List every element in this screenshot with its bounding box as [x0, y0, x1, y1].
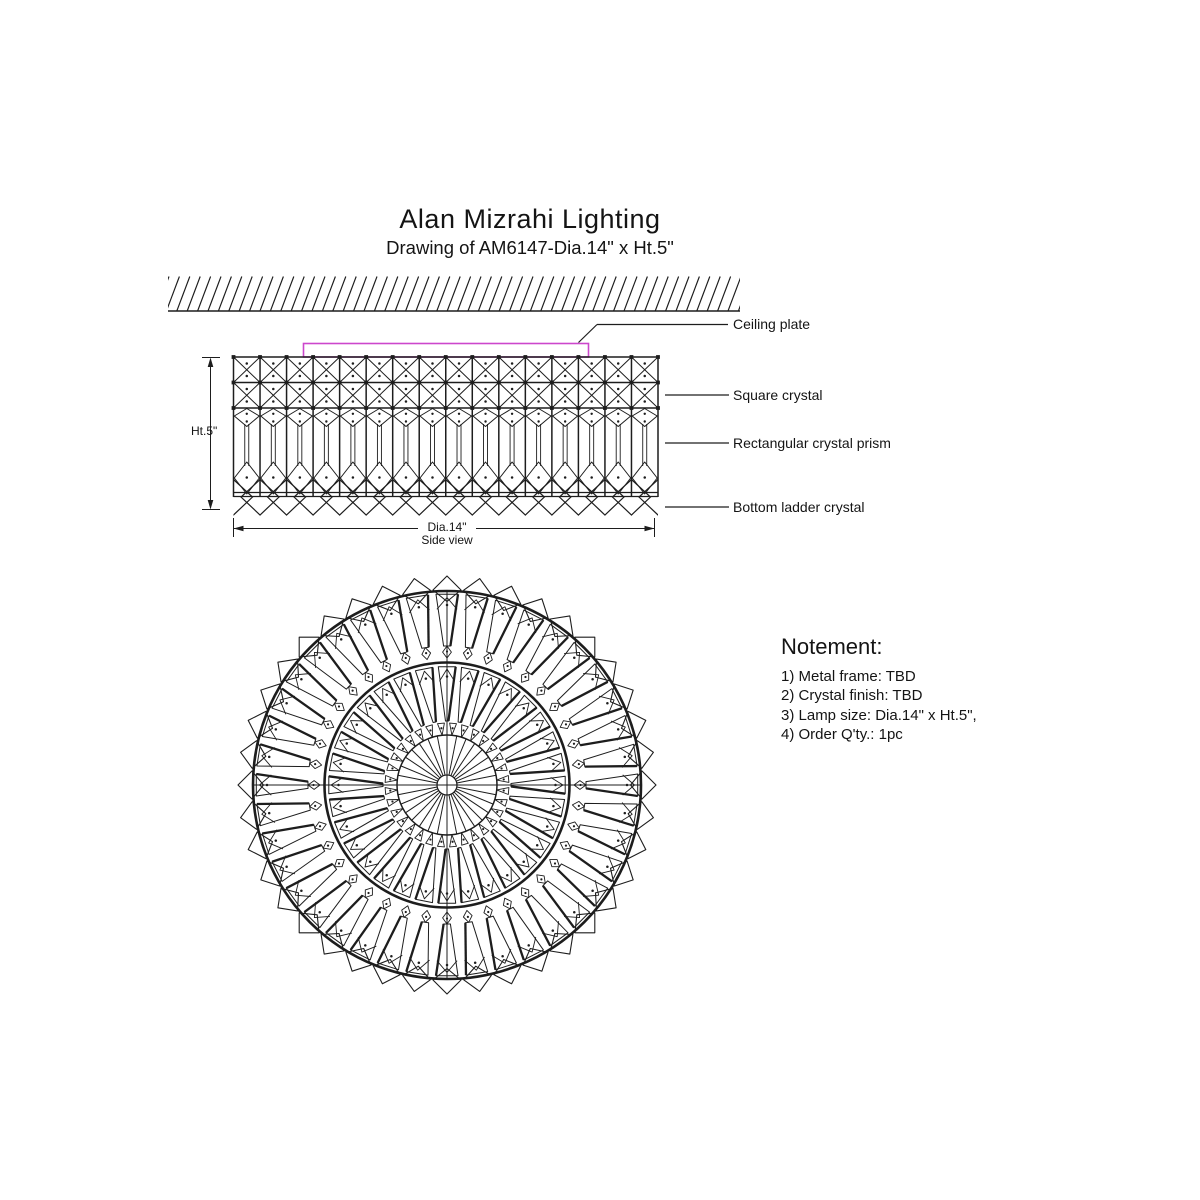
callout-leader-lines: [579, 325, 730, 508]
ceiling-plate-label: Ceiling plate: [733, 316, 811, 332]
note-item: 4) Order Q'ty.: 1pc: [781, 726, 903, 744]
note-item: 2) Crystal finish: TBD: [781, 687, 923, 705]
page-title: Alan Mizrahi Lighting: [399, 204, 661, 234]
notes-block: [781, 633, 1081, 745]
top-view-drawing: [238, 576, 656, 994]
note-item: 1) Metal frame: TBD: [781, 668, 916, 685]
bottom-ladder-crystal-label: Bottom ladder crystal: [733, 499, 865, 515]
height-dimension-label: Ht.5": [191, 424, 218, 438]
side-view-drawing: [215, 355, 678, 515]
drawing-subtitle: Drawing of AM6147-Dia.14" x Ht.5": [386, 237, 674, 258]
ceiling-hatch: [156, 277, 751, 312]
side-view-caption: Side view: [421, 533, 473, 547]
diameter-dimension-label: Dia.14": [427, 520, 467, 534]
note-item: 3) Lamp size: Dia.14" x Ht.5",: [781, 706, 977, 724]
title-block: [280, 203, 780, 260]
rectangular-crystal-prism-label: Rectangular crystal prism: [733, 435, 891, 451]
notes-title: Notement:: [781, 634, 883, 659]
ceiling-plate-outline: [304, 344, 589, 358]
square-crystal-label: Square crystal: [733, 387, 823, 403]
